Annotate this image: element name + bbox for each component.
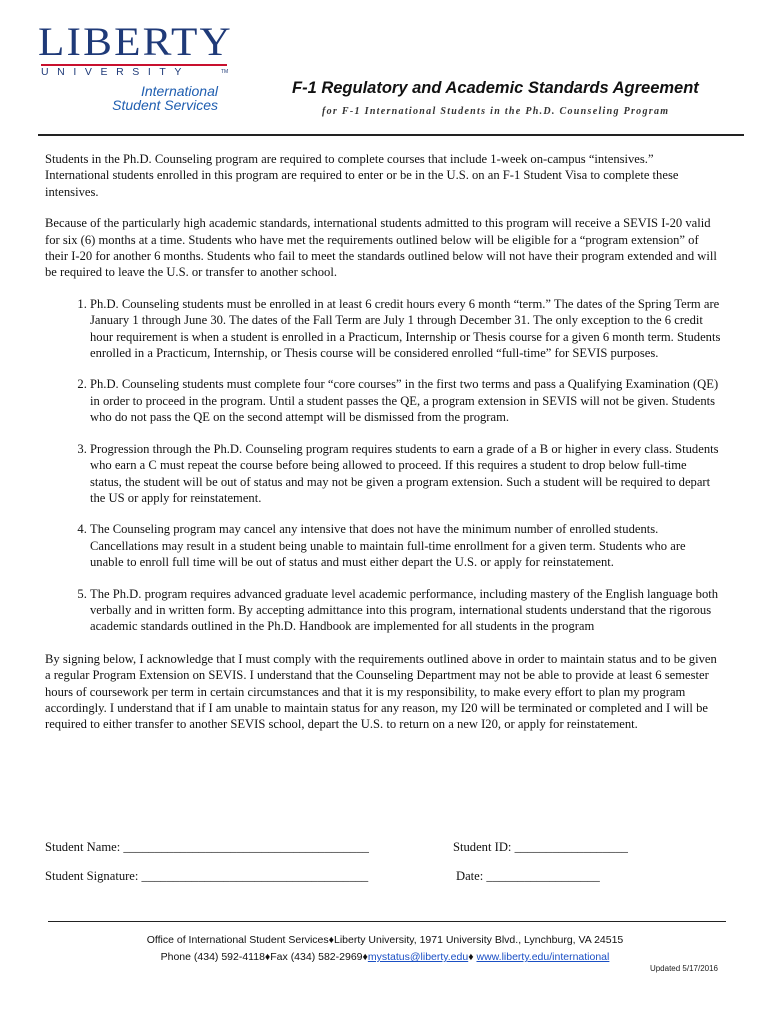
email-link[interactable]: mystatus@liberty.edu — [367, 951, 469, 963]
requirement-item: 1. Ph.D. Counseling students must be enrolled in at least 6 credit hours every 6 month “term.” The dates of the Spring Term are January 1 through June 30. The dates of the Fall Term are July 1 through December 31. The only exception to the 6 credit hour requirement is when a student is enrolled in a Practicum, Internship or Thesis course for a given 6 month term. Students enrolled in a Practicum, Internship, or Thesis course will be considered enrolled “full-time” for SEVIS purposes. — [90, 296, 721, 362]
header-divider — [38, 134, 744, 136]
liberty-logo — [38, 19, 233, 113]
student-id-field[interactable]: Student ID: __________________ — [453, 840, 628, 854]
requirement-item: 2. Ph.D. Counseling students must complete four “core courses” in the first two terms and pass a Qualifying Examination (QE) in order to proceed in the program. Until a student passes the QE, a program extension in SEVIS will not be given. Students who do not pass the QE on the second attempt will be dismissed from the program. — [90, 376, 721, 425]
requirement-item: 5. The Ph.D. program requires advanced graduate level academic performance, including mastery of the English language both verbally and in written form. By accepting admittance into this program, international students understand that the rigorous academic standards outlined in the Ph.D. Handbook are implemented for all students in the program — [90, 586, 721, 635]
document-title: F-1 Regulatory and Academic Standards Agreement — [292, 79, 699, 97]
logo-department — [38, 84, 218, 112]
requirement-item: 3. Progression through the Ph.D. Counseling program requires students to earn a grade of a B or higher in every class. Students who earn a C must repeat the course before being allowed to proceed. If this requires a student to drop below full-time status, the student will be out of status and may not be given a program extension. Such a student will be required to depart the US or apply for reinstatement. — [90, 441, 721, 507]
updated-date: Updated 5/17/2016 — [649, 964, 718, 973]
requirements-list — [45, 296, 721, 635]
footer-separator: ♦ — [468, 951, 477, 963]
footer-divider — [48, 921, 726, 922]
website-link[interactable]: www.liberty.edu/international — [476, 951, 610, 963]
footer-address: Office of International Student Services♦Liberty University, 1971 University Blvd., Lynchburg, VA 24515 — [146, 934, 624, 946]
agreement-body — [45, 151, 721, 748]
logo-university: UNIVERSITY — [41, 66, 191, 78]
logo-line-1: International — [140, 83, 218, 99]
student-name-field[interactable]: Student Name: _______________________________________ — [45, 840, 369, 854]
date-field[interactable]: Date: __________________ — [456, 869, 600, 883]
student-signature-field[interactable]: Student Signature: ____________________________________ — [45, 869, 369, 883]
footer-phone-fax: Phone (434) 592-4118♦Fax (434) 582-2969♦ — [160, 951, 368, 963]
document-subtitle: for F-1 International Students in the Ph.D. Counseling Program — [322, 106, 670, 117]
acknowledgement-paragraph: By signing below, I acknowledge that I must comply with the requirements outlined above in order to maintain status and to be given a regular Program Extension on SEVIS. I understand that the Counseling Department may not be able to provide at least 6 semester hours of coursework per term in certain circumstances and that it is my responsibility, to make every effort to plan my program accordingly. I understand that if I am unable to maintain status for any reason, my I20 will be terminated or completed and I will be required to either transfer to another SEVIS school, depart the U.S. to return on a new I20, or apply for reinstatement. — [45, 651, 717, 732]
footer — [0, 932, 770, 966]
logo-line-2: Student Services — [112, 97, 218, 113]
logo-university-row — [38, 64, 228, 80]
sevis-paragraph: Because of the particularly high academic standards, international students admitted to this program will receive a SEVIS I-20 valid for six (6) months at a time. Students who have met the requirements outlined below will be eligible for a “program extension” of their I-20 for another 6 months. Students who fail to meet the standards outlined below will not have their program extended and will be required to leave the U.S. or transfer to another school. — [45, 216, 717, 280]
logo-trademark: TM — [221, 69, 229, 75]
logo-wordmark: LIBERTY — [38, 19, 233, 64]
intro-paragraph: Students in the Ph.D. Counseling program are required to complete courses that include 1-week on-campus “intensives.” International students enrolled in this program are required to enter or be in the U.S. on an F-1 Student Visa to complete these intensives. — [45, 152, 679, 199]
requirement-item: 4. The Counseling program may cancel any intensive that does not have the minimum number of enrolled students. Cancellations may result in a student being unable to maintain full-time enrollment for a given term. Students who are unable to enroll full time will be out of status and must either depart the U.S. or apply for reinstatement. — [90, 521, 721, 570]
